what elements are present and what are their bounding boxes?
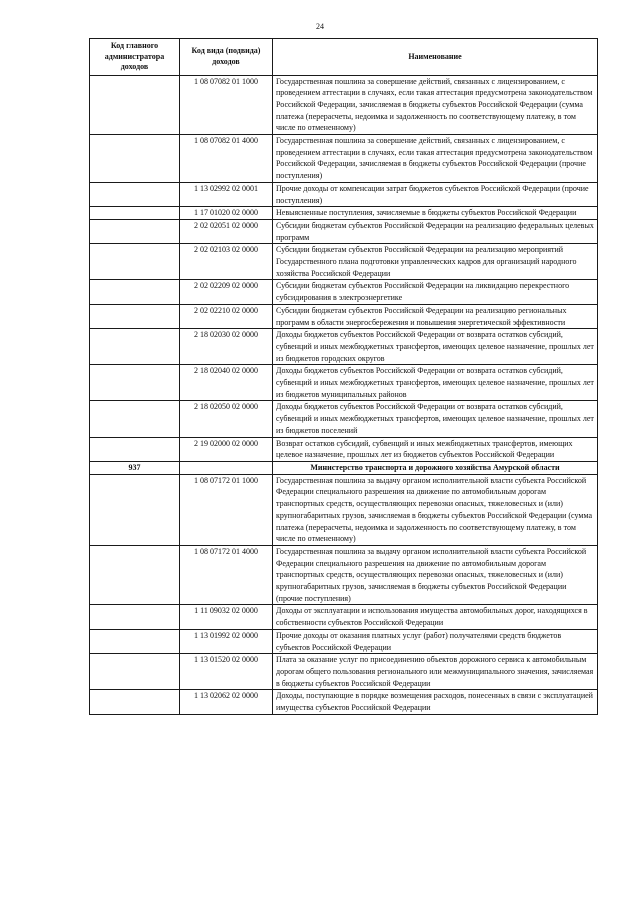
header-revenue-code: Код вида (подвида) доходов: [180, 39, 273, 76]
table-row: [90, 75, 598, 135]
admin-code-cell: [90, 474, 180, 545]
admin-code-cell: [90, 182, 180, 206]
revenue-name-cell: Плата за оказание услуг по присоединению объектов дорожного сервиса к автомобильным дорогам общего пользования регионального или межмуниципального значения, зачисляемая в бюджеты субъектов Российской Федерации: [273, 654, 598, 690]
revenue-name-cell: Доходы, поступающие в порядке возмещения расходов, понесенных в связи с эксплуатацией имущества субъектов Российской Федерации: [273, 690, 598, 714]
table-row: [90, 401, 598, 437]
table-row: [90, 219, 598, 243]
admin-code-cell: 937: [90, 462, 180, 475]
admin-code-cell: [90, 304, 180, 328]
admin-code-cell: [90, 135, 180, 183]
revenue-name-cell: Доходы бюджетов субъектов Российской Федерации от возврата остатков субсидий, субвенций и иных межбюджетных трансфертов, имеющих целевое назначение, прошлых лет из бюджетов городских округов: [273, 329, 598, 365]
ministry-row: [90, 462, 598, 475]
revenue-code-cell: 2 18 02030 02 0000: [180, 329, 273, 365]
revenue-name-cell: Субсидии бюджетам субъектов Российской Федерации на реализацию мероприятий Государственного плана подготовки управленческих кадров для организаций народного хозяйства Российской Федерации: [273, 244, 598, 280]
revenue-name-cell: Доходы бюджетов субъектов Российской Федерации от возврата остатков субсидий, субвенций и иных межбюджетных трансфертов, имеющих целевое назначение, прошлых лет из бюджетов поселений: [273, 401, 598, 437]
revenue-code-cell: 1 11 09032 02 0000: [180, 605, 273, 629]
admin-code-cell: [90, 401, 180, 437]
admin-code-cell: [90, 207, 180, 220]
admin-code-cell: [90, 280, 180, 304]
page-number: 24: [316, 22, 324, 31]
revenue-code-cell: 1 08 07172 01 4000: [180, 545, 273, 605]
table-row: [90, 474, 598, 545]
admin-code-cell: [90, 629, 180, 653]
table-row: [90, 690, 598, 714]
table-row: [90, 244, 598, 280]
revenue-code-cell: 1 08 07082 01 4000: [180, 135, 273, 183]
revenue-name-cell: Государственная пошлина за выдачу органом исполнительной власти субъекта Российской Федерации специального разрешения на движение по автомобильным дорогам транспортных средств, осуществляющих перевозки опасных, тяжеловесных и (или) крупногабаритных грузов, зачисляемая в бюджеты субъектов Российской Федерации (прочие поступления): [273, 545, 598, 605]
admin-code-cell: [90, 244, 180, 280]
header-name: Наименование: [273, 39, 598, 76]
table-row: [90, 135, 598, 183]
admin-code-cell: [90, 329, 180, 365]
revenue-code-cell: 1 17 01020 02 0000: [180, 207, 273, 220]
revenue-name-cell: Государственная пошлина за совершение действий, связанных с лицензированием, с проведением аттестации в случаях, если такая аттестация предусмотрена законодательством Российской Федерации, зачисляемая в бюджеты субъектов Российской Федерации (прочие поступления): [273, 135, 598, 183]
table-row: [90, 654, 598, 690]
table-row: [90, 365, 598, 401]
revenue-name-cell: Субсидии бюджетам субъектов Российской Федерации на реализацию региональных программ в области энергосбережения и повышения энергетической эффективности: [273, 304, 598, 328]
admin-code-cell: [90, 219, 180, 243]
revenue-code-cell: 1 13 02992 02 0001: [180, 182, 273, 206]
table-row: [90, 207, 598, 220]
revenue-code-cell: 2 02 02210 02 0000: [180, 304, 273, 328]
table-row: [90, 605, 598, 629]
admin-code-cell: [90, 437, 180, 461]
revenue-name-cell: Прочие доходы от оказания платных услуг (работ) получателями средств бюджетов субъектов Российской Федерации: [273, 629, 598, 653]
revenue-code-cell: 1 08 07082 01 1000: [180, 75, 273, 135]
revenue-code-cell: 2 18 02050 02 0000: [180, 401, 273, 437]
admin-code-cell: [90, 545, 180, 605]
revenue-name-cell: Субсидии бюджетам субъектов Российской Федерации на реализацию федеральных целевых программ: [273, 219, 598, 243]
revenue-name-cell: Невыясненные поступления, зачисляемые в бюджеты субъектов Российской Федерации: [273, 207, 598, 220]
header-admin-code: Код главного администратора доходов: [90, 39, 180, 76]
revenue-code-cell: [180, 462, 273, 475]
revenue-code-cell: 1 08 07172 01 1000: [180, 474, 273, 545]
admin-code-cell: [90, 365, 180, 401]
table-body: [90, 75, 598, 714]
admin-code-cell: [90, 690, 180, 714]
table-row: [90, 182, 598, 206]
revenue-code-cell: 2 19 02000 02 0000: [180, 437, 273, 461]
table-row: [90, 280, 598, 304]
table-row: [90, 437, 598, 461]
revenue-name-cell: Доходы от эксплуатации и использования имущества автомобильных дорог, находящихся в собственности субъектов Российской Федерации: [273, 605, 598, 629]
revenue-name-cell: Доходы бюджетов субъектов Российской Федерации от возврата остатков субсидий, субвенций и иных межбюджетных трансфертов, имеющих целевое назначение, прошлых лет из бюджетов муниципальных районов: [273, 365, 598, 401]
revenue-code-cell: 2 02 02209 02 0000: [180, 280, 273, 304]
revenue-name-cell: Возврат остатков субсидий, субвенций и иных межбюджетных трансфертов, имеющих целевое назначение, прошлых лет из бюджетов субъектов Российской Федерации: [273, 437, 598, 461]
table-row: [90, 629, 598, 653]
revenue-code-cell: 2 02 02051 02 0000: [180, 219, 273, 243]
revenue-name-cell: Субсидии бюджетам субъектов Российской Федерации на ликвидацию перекрестного субсидирования в электроэнергетике: [273, 280, 598, 304]
revenue-code-cell: 2 02 02103 02 0000: [180, 244, 273, 280]
revenue-codes-table: [89, 38, 598, 715]
table-row: [90, 545, 598, 605]
table-row: [90, 329, 598, 365]
revenue-name-cell: Прочие доходы от компенсации затрат бюджетов субъектов Российской Федерации (прочие поступления): [273, 182, 598, 206]
revenue-code-cell: 1 13 01992 02 0000: [180, 629, 273, 653]
admin-code-cell: [90, 75, 180, 135]
revenue-name-cell: Государственная пошлина за выдачу органом исполнительной власти субъекта Российской Федерации специального разрешения на движение по автомобильным дорогам транспортных средств, осуществляющих перевозки опасных, тяжеловесных и (или) крупногабаритных грузов, зачисляемая в бюджеты субъектов Российской Федерации (сумма платежа (перерасчеты, недоимка и задолженность по соответствующему платежу, в том числе по отмененному): [273, 474, 598, 545]
admin-code-cell: [90, 605, 180, 629]
revenue-name-cell: Государственная пошлина за совершение действий, связанных с лицензированием, с проведением аттестации в случаях, если такая аттестация предусмотрена законодательством Российской Федерации, зачисляемая в бюджеты субъектов Российской Федерации (сумма платежа (перерасчеты, недоимка и задолженность по соответствующему платежу, в том числе по отмененному): [273, 75, 598, 135]
table-header-row: [90, 39, 598, 76]
revenue-code-cell: 1 13 02062 02 0000: [180, 690, 273, 714]
revenue-code-cell: 2 18 02040 02 0000: [180, 365, 273, 401]
revenue-name-cell: Министерство транспорта и дорожного хозяйства Амурской области: [273, 462, 598, 475]
revenue-code-cell: 1 13 01520 02 0000: [180, 654, 273, 690]
table-row: [90, 304, 598, 328]
admin-code-cell: [90, 654, 180, 690]
